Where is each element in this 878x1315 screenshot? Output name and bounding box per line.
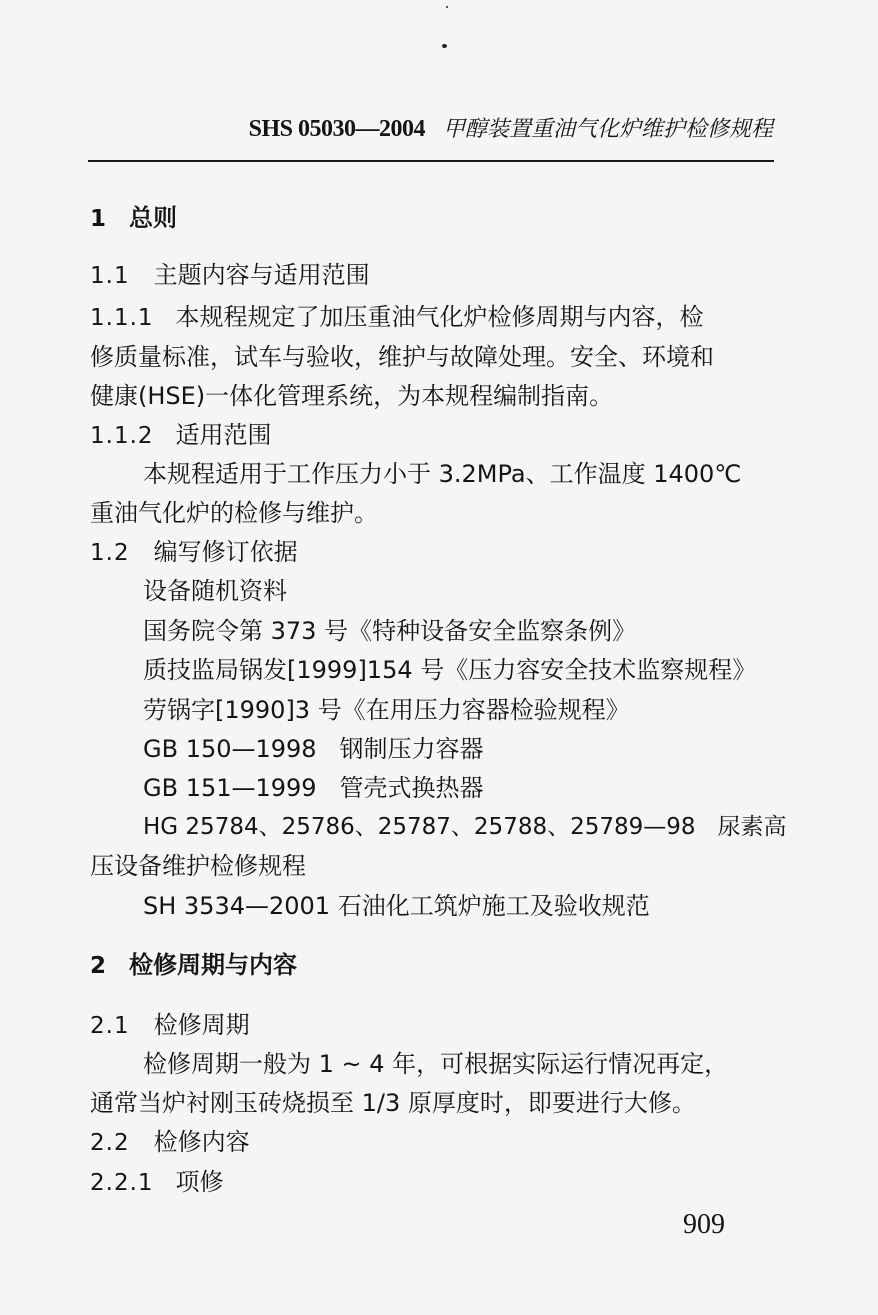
- section-number: 2: [90, 953, 108, 979]
- reference-item: GB 150—1998 钢制压力容器: [143, 735, 484, 763]
- running-header: [90, 112, 773, 154]
- reference-item: 质技监局锅发[1999]154 号《压力容安全技术监察规程》: [143, 656, 757, 684]
- scan-speck: [442, 44, 447, 48]
- paragraph-line: 健康(HSE)一体化管理系统，为本规程编制指南。: [90, 382, 614, 410]
- reference-item: GB 151—1999 管壳式换热器: [143, 774, 484, 802]
- header-rule: [88, 160, 774, 162]
- paragraph-line: 检修周期一般为 1 ~ 4 年，可根据实际运行情况再定，: [143, 1050, 729, 1078]
- section-title: 检修周期与内容: [129, 951, 298, 979]
- section-number: 1.2: [90, 540, 130, 566]
- section-number: 1.1.1: [90, 305, 154, 331]
- section-title: 主题内容与适用范围: [153, 261, 370, 289]
- subsection-heading: [90, 420, 272, 451]
- reference-item: SH 3534—2001 石油化工筑炉施工及验收规范: [143, 892, 650, 920]
- section-title: 编写修订依据: [153, 538, 298, 566]
- section-number: 1.1: [90, 263, 130, 289]
- subsection-heading: [90, 1167, 224, 1198]
- section-number: 1: [90, 206, 108, 232]
- reference-item: 设备随机资料: [143, 577, 287, 605]
- reference-item: 劳锅字[1990]3 号《在用压力容器检验规程》: [143, 696, 630, 724]
- paragraph-text: 本规程规定了加压重油气化炉检修周期与内容，检: [175, 303, 704, 331]
- section-title: 适用范围: [175, 421, 272, 449]
- reference-item: HG 25784、25786、25787、25788、25789—98 尿素高: [143, 814, 787, 840]
- section-number: 2.1: [90, 1013, 130, 1039]
- section-title: 检修周期: [153, 1011, 250, 1039]
- subsection-heading: [90, 1127, 250, 1158]
- section-title: 总则: [129, 204, 178, 232]
- page-number: 909: [683, 1209, 725, 1240]
- section-number: 1.1.2: [90, 423, 154, 449]
- paragraph-line: 本规程适用于工作压力小于 3.2MPa、工作温度 1400℃: [143, 460, 742, 488]
- paragraph-line: [90, 302, 704, 333]
- section-title: 检修内容: [153, 1128, 250, 1156]
- subsection-heading: [90, 260, 370, 291]
- section-number: 2.2: [90, 1130, 130, 1156]
- paragraph-line: 重油气化炉的检修与维护。: [90, 499, 378, 527]
- standard-code: SHS 05030—2004: [248, 116, 425, 142]
- section-number: 2.2.1: [90, 1170, 154, 1196]
- paragraph-line: 修质量标准，试车与验收，维护与故障处理。安全、环境和: [90, 343, 714, 371]
- scan-speck: [446, 6, 448, 8]
- reference-item: 国务院令第 373 号《特种设备安全监察条例》: [143, 617, 637, 645]
- section-heading: [90, 203, 177, 234]
- paragraph-line: 通常当炉衬刚玉砖烧损至 1/3 原厚度时，即要进行大修。: [90, 1089, 696, 1117]
- section-title: 项修: [175, 1168, 224, 1196]
- reference-item: 压设备维护检修规程: [90, 852, 306, 880]
- section-heading: [90, 950, 297, 981]
- standard-title: 甲醇装置重油气化炉维护检修规程: [442, 117, 773, 142]
- subsection-heading: [90, 1010, 250, 1041]
- subsection-heading: [90, 537, 298, 568]
